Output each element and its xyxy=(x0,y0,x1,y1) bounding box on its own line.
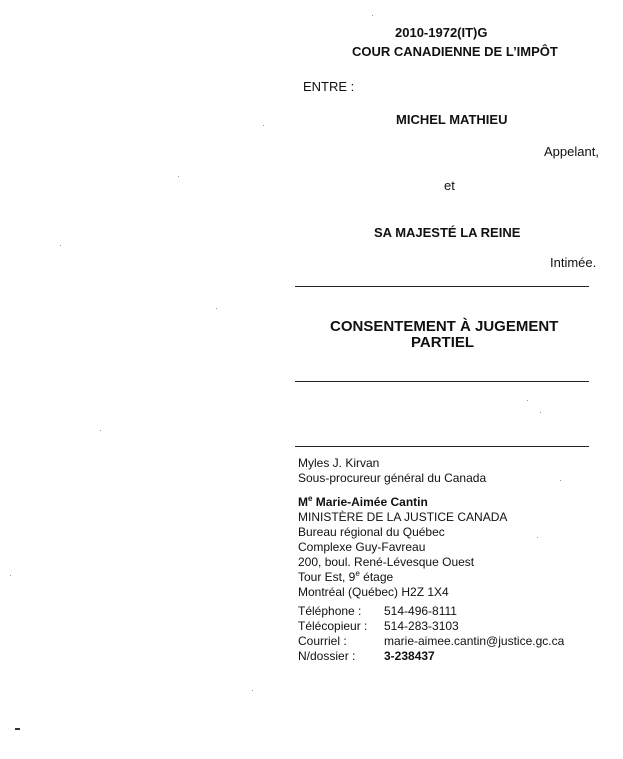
address-line-4: 200, boul. René-Lévesque Ouest xyxy=(298,555,475,569)
address-line-1: MINISTÈRE DE LA JUSTICE CANADA xyxy=(298,510,508,524)
address-line-2: Bureau régional du Québec xyxy=(298,525,445,539)
document-title-line2: PARTIEL xyxy=(411,334,475,351)
deputy-name: Myles J. Kirvan xyxy=(298,456,380,470)
email-value: marie-aimee.cantin@justice.gc.ca xyxy=(384,634,565,648)
scan-speck xyxy=(263,125,264,126)
scan-speck xyxy=(252,690,253,691)
appellant-name: MICHEL MATHIEU xyxy=(396,112,508,127)
scan-speck xyxy=(178,176,179,177)
address-line-6: Montréal (Québec) H2Z 1X4 xyxy=(298,585,449,599)
file-ref-label: N/dossier : xyxy=(298,649,356,663)
address-line-5: Tour Est, 9e étage xyxy=(298,569,394,584)
phone-value: 514-496-8111 xyxy=(384,604,457,618)
respondent-name: SA MAJESTÉ LA REINE xyxy=(374,225,521,240)
and-label: et xyxy=(444,178,455,193)
appellant-role: Appelant, xyxy=(544,144,599,159)
phone-label: Téléphone : xyxy=(298,604,362,618)
court-file-number: 2010-1972(IT)G xyxy=(395,25,488,40)
scan-speck xyxy=(527,400,528,401)
scan-mark xyxy=(15,728,20,730)
scan-speck xyxy=(537,537,538,538)
scan-speck xyxy=(100,430,101,431)
deputy-title: Sous-procureur général du Canada xyxy=(298,471,487,485)
scan-speck xyxy=(372,15,373,16)
court-name: COUR CANADIENNE DE L’IMPÔT xyxy=(352,44,558,59)
fax-value: 514-283-3103 xyxy=(384,619,459,633)
scan-speck xyxy=(216,308,217,309)
scan-speck xyxy=(560,480,561,481)
divider-line xyxy=(295,286,589,287)
divider-line xyxy=(295,446,589,447)
document-title-line1: CONSENTEMENT À JUGEMENT xyxy=(330,318,559,335)
scan-speck xyxy=(10,575,11,576)
address-line-3: Complexe Guy-Favreau xyxy=(298,540,426,554)
scan-speck xyxy=(540,412,541,413)
scan-speck xyxy=(60,245,61,246)
divider-line xyxy=(295,381,589,382)
respondent-role: Intimée. xyxy=(550,255,597,270)
file-ref-value: 3-238437 xyxy=(384,649,435,663)
lawyer-name: Me Marie-Aimée Cantin xyxy=(298,494,428,509)
fax-label: Télécopieur : xyxy=(298,619,368,633)
between-label: ENTRE : xyxy=(303,79,355,94)
email-label: Courriel : xyxy=(298,634,347,648)
